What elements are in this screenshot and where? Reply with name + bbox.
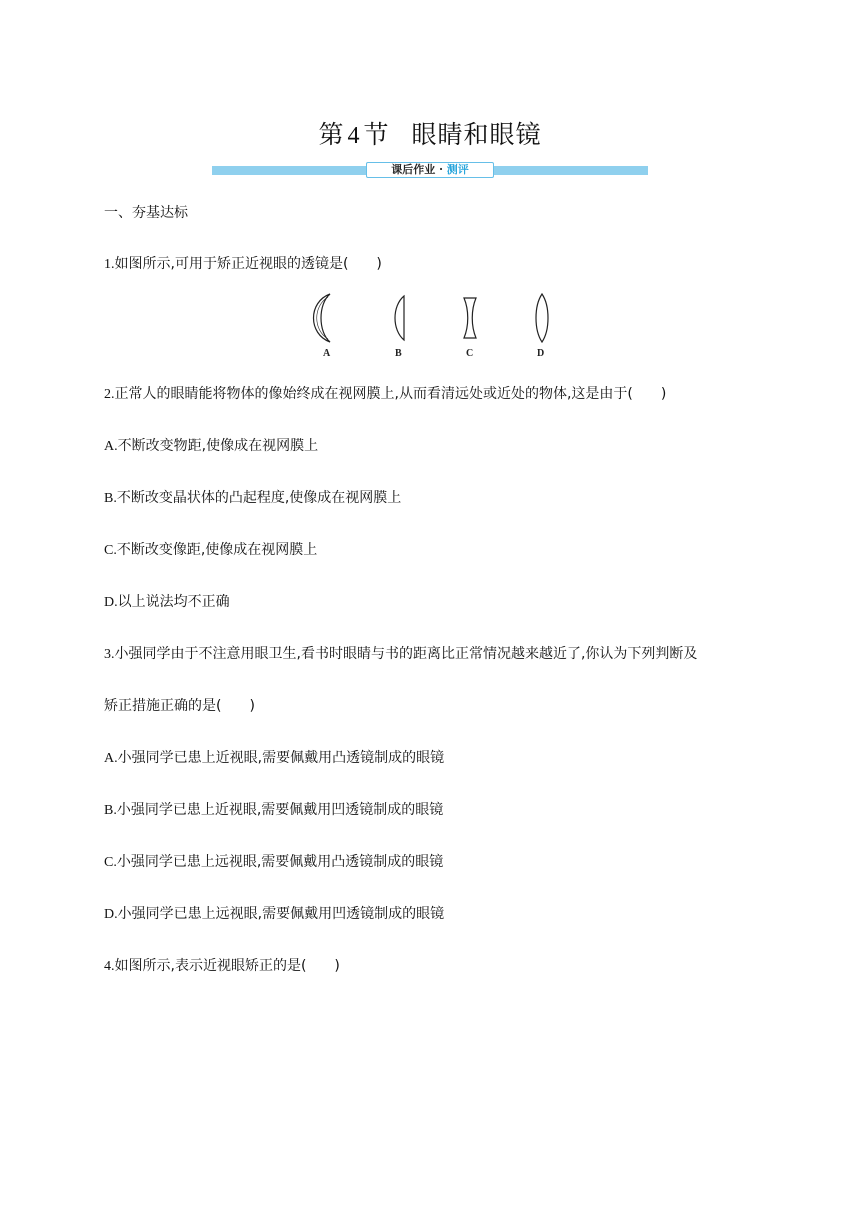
item-number: C.	[104, 543, 117, 558]
item-text: 正常人的眼睛能将物体的像始终成在视网膜上,从而看清远处或近处的物体,这是由于( )	[114, 386, 667, 402]
option-line	[104, 539, 317, 559]
title-suffix: 节	[363, 120, 390, 149]
question-line	[104, 383, 666, 403]
question-line-continued	[104, 695, 255, 715]
item-number: 1.	[104, 257, 115, 272]
item-number: 3.	[104, 647, 115, 662]
title-prefix: 第	[318, 120, 345, 149]
item-number: D.	[104, 907, 118, 922]
option-line	[104, 487, 401, 507]
option-line	[104, 435, 318, 455]
item-number: A.	[104, 751, 118, 766]
item-text: 不断改变像距,使像成在视网膜上	[116, 542, 318, 558]
banner-tag	[366, 162, 494, 178]
item-text: 矫正措施正确的是( )	[104, 698, 255, 714]
option-line	[104, 591, 230, 611]
lens-figure	[300, 290, 560, 360]
question-line	[104, 643, 697, 663]
item-number: A.	[104, 439, 118, 454]
item-text: 如图所示,可用于矫正近视眼的透镜是( )	[114, 256, 382, 272]
item-number: 4.	[104, 959, 115, 974]
item-text: 不断改变晶状体的凸起程度,使像成在视网膜上	[116, 490, 402, 506]
item-number: D.	[104, 595, 118, 610]
lens-label-d: D	[537, 348, 545, 359]
item-text: 如图所示,表示近视眼矫正的是( )	[114, 958, 340, 974]
option-line	[104, 799, 443, 819]
lens-d-shape	[536, 294, 548, 342]
item-number: C.	[104, 855, 117, 870]
lens-a-shape	[314, 294, 331, 342]
banner-right: 测评	[446, 163, 469, 176]
item-number: 2.	[104, 387, 115, 402]
item-text: 小强同学已患上远视眼,需要佩戴用凹透镜制成的眼镜	[117, 906, 445, 922]
option-line	[104, 747, 444, 767]
title-name: 眼睛和眼镜	[411, 120, 542, 149]
lens-label-c: C	[466, 348, 474, 359]
lens-b-shape	[395, 296, 404, 340]
lens-label-b: B	[395, 348, 402, 359]
question-line	[104, 253, 382, 273]
item-text: 以上说法均不正确	[117, 594, 230, 610]
item-text: 小强同学已患上近视眼,需要佩戴用凹透镜制成的眼镜	[116, 802, 444, 818]
lens-label-a: A	[323, 348, 331, 359]
option-line	[104, 851, 443, 871]
item-number: B.	[104, 491, 117, 506]
title-number: 4	[347, 123, 361, 149]
page-title	[0, 115, 860, 151]
item-text: 小强同学已患上近视眼,需要佩戴用凸透镜制成的眼镜	[117, 750, 445, 766]
banner-left: 课后作业 ·	[391, 163, 447, 176]
question-line	[104, 955, 340, 975]
section-heading: 一、夯基达标	[104, 205, 188, 221]
option-line	[104, 903, 444, 923]
item-text: 不断改变物距,使像成在视网膜上	[117, 438, 319, 454]
item-text: 小强同学已患上远视眼,需要佩戴用凸透镜制成的眼镜	[116, 854, 444, 870]
item-text: 小强同学由于不注意用眼卫生,看书时眼睛与书的距离比正常情况越来越近了,你认为下列判断及	[114, 646, 698, 662]
section-banner	[212, 163, 648, 177]
lens-c-shape	[464, 298, 476, 338]
item-number: B.	[104, 803, 117, 818]
